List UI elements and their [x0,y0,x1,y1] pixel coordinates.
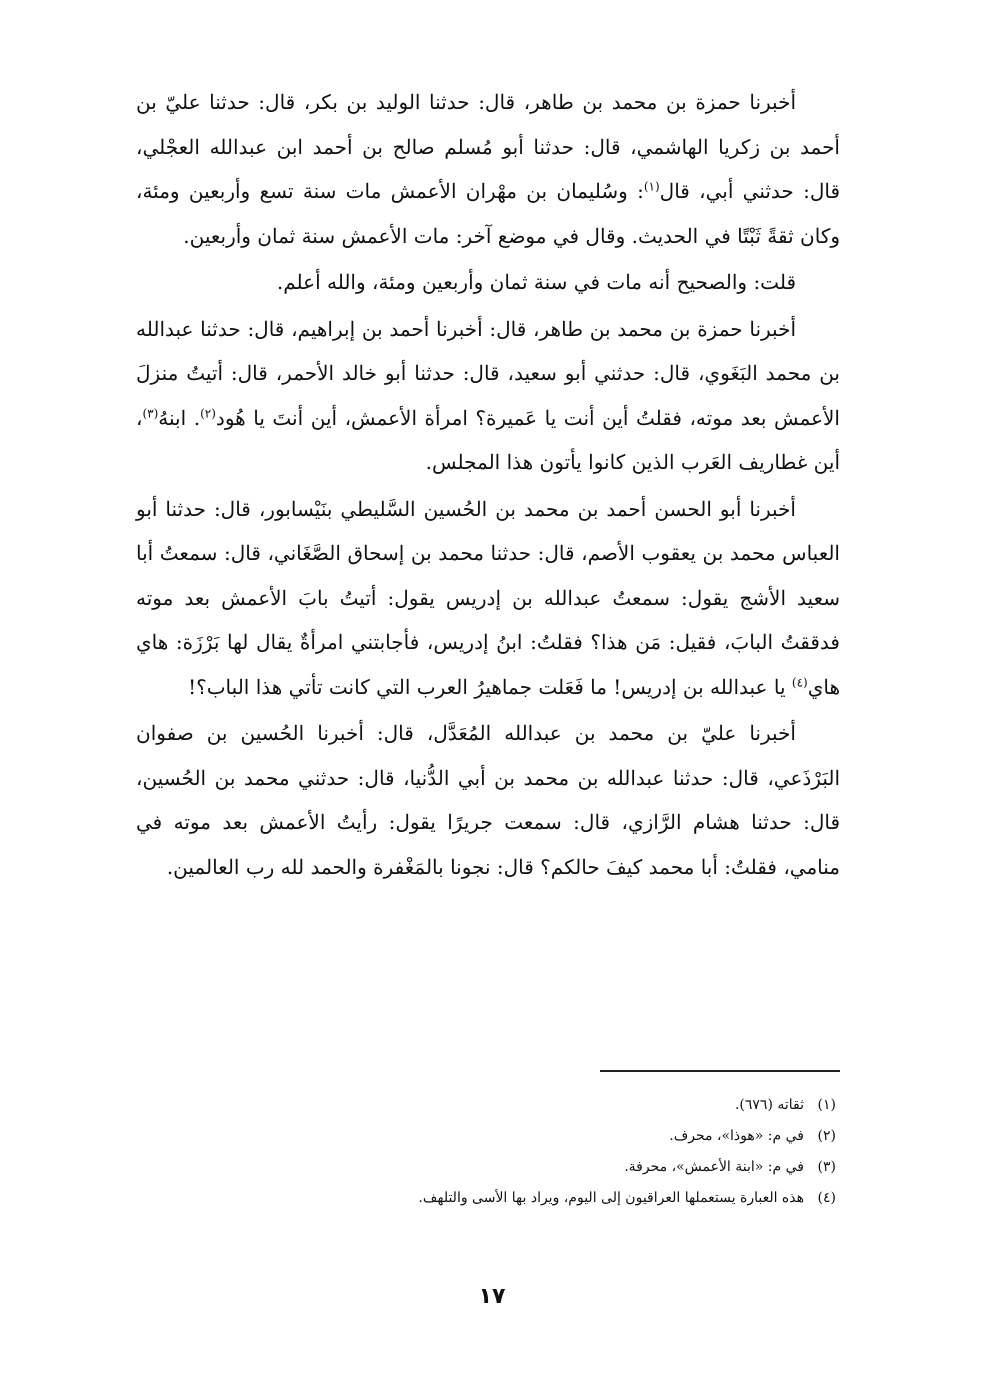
main-text [136,80,840,889]
footnote-ref-4: (٤) [791,674,808,689]
footnote-3 [160,1152,836,1183]
paragraph-2 [136,260,840,305]
paragraph-4 [136,487,840,710]
paragraph-3-text-mid: . ابنهُ [158,405,201,430]
footnote-number: (٢) [817,1128,836,1144]
footnote-number: (١) [817,1097,836,1113]
footnote-4 [160,1183,836,1214]
paragraph-3-text-after: ، أين غطاريف العَرب الذين كانوا يأتون هذا المجلس. [136,405,840,474]
paragraph-3-text: أخبرنا حمزة بن محمد بن طاهر، قال: أخبرنا أحمد بن إبراهيم، قال: حدثنا عبدالله بن محمد البَغَوي، قال: حدثني أبو سعيد، قال: حدثنا أبو خالد الأحمر، قال: أتيتُ منزلَ الأعمش بعد موته، فقلتُ أين أنت يا عَميرة؟ امرأة الأعمش، أين أنتَ يا هُود [136,316,840,430]
paragraph-1-text-after: : وسُليمان بن مهْران الأعمش مات سنة تسع وأربعين ومئة، وكان ثقةً ثَبْتًا في الحديث. وقال في موضع آخر: مات الأعمش سنة ثمان وأربعين. [136,179,840,248]
footnote-2 [160,1121,836,1152]
footnotes [160,1090,836,1214]
paragraph-4-text: أخبرنا أبو الحسن أحمد بن محمد بن الحُسين السَّليطي بنَيْسابور، قال: حدثنا أبو العباس محمد بن يعقوب الأصم، قال: حدثنا محمد بن إسحاق الصَّغَاني، قال: سمعتُ أبا سعيد الأشج يقول: سمعتُ عبدالله بن إدريس يقول: أتيتُ بابَ الأعمش بعد موته فدققتُ البابَ، فقيل: مَن هذا؟ فقلتُ: ابنُ إدريس، فأجابتني امرأةٌ يقال لها بَرْزَة: هاي هاي [136,496,840,699]
footnote-number: (٤) [817,1190,836,1206]
footnote-1 [160,1090,836,1121]
footnote-text: ثقاته (٦٧٦). [734,1097,804,1113]
footnote-text: في م: «ابنة الأعمش»، محرفة. [624,1159,804,1175]
footnote-text: هذه العبارة يستعملها العراقيون إلى اليوم، ويراد بها الأسى والتلهف. [418,1190,804,1206]
paragraph-3 [136,307,840,485]
footnote-ref-1: (١) [643,179,660,194]
paragraph-5-text: أخبرنا عليّ بن محمد بن عبدالله المُعَدَّل، قال: أخبرنا الحُسين بن صفوان البَرْذَعي، قال: حدثنا عبدالله بن محمد بن أبي الدُّنيا، قال: حدثني محمد بن الحُسين، قال: حدثنا هشام الرَّازي، قال: سمعت جريرًا يقول: رأيتُ الأعمش بعد موته في منامي، فقلتُ: أبا محمد كيفَ حالكم؟ قال: نجونا بالمَغْفرة والحمد لله رب العالمين. [136,721,840,879]
footnote-ref-3: (٣) [142,405,159,420]
paragraph-1 [136,80,840,258]
footnote-ref-2: (٢) [200,405,216,420]
paragraph-1-text: أخبرنا حمزة بن محمد بن طاهر، قال: حدثنا الوليد بن بكر، قال: حدثنا عليّ بن أحمد بن زكريا الهاشمي، قال: حدثنا أبو مُسلم صالح بن أحمد ابن عبدالله العجْلي، قال: حدثني أبي، قال [136,90,841,203]
footnote-text: في م: «هوذا»، محرف. [669,1128,804,1144]
page-number: ١٧ [478,1284,506,1309]
paragraph-2-text: قلت: والصحيح أنه مات في سنة ثمان وأربعين ومئة، والله أعلم. [276,270,796,294]
paragraph-4-text-after: يا عبدالله بن إدريس! ما فَعَلت جماهيرُ العرب التي كانت تأتي هذا الباب؟! [188,674,792,699]
footnote-separator [600,1070,840,1072]
footnote-number: (٣) [817,1159,836,1175]
paragraph-5 [136,711,840,889]
